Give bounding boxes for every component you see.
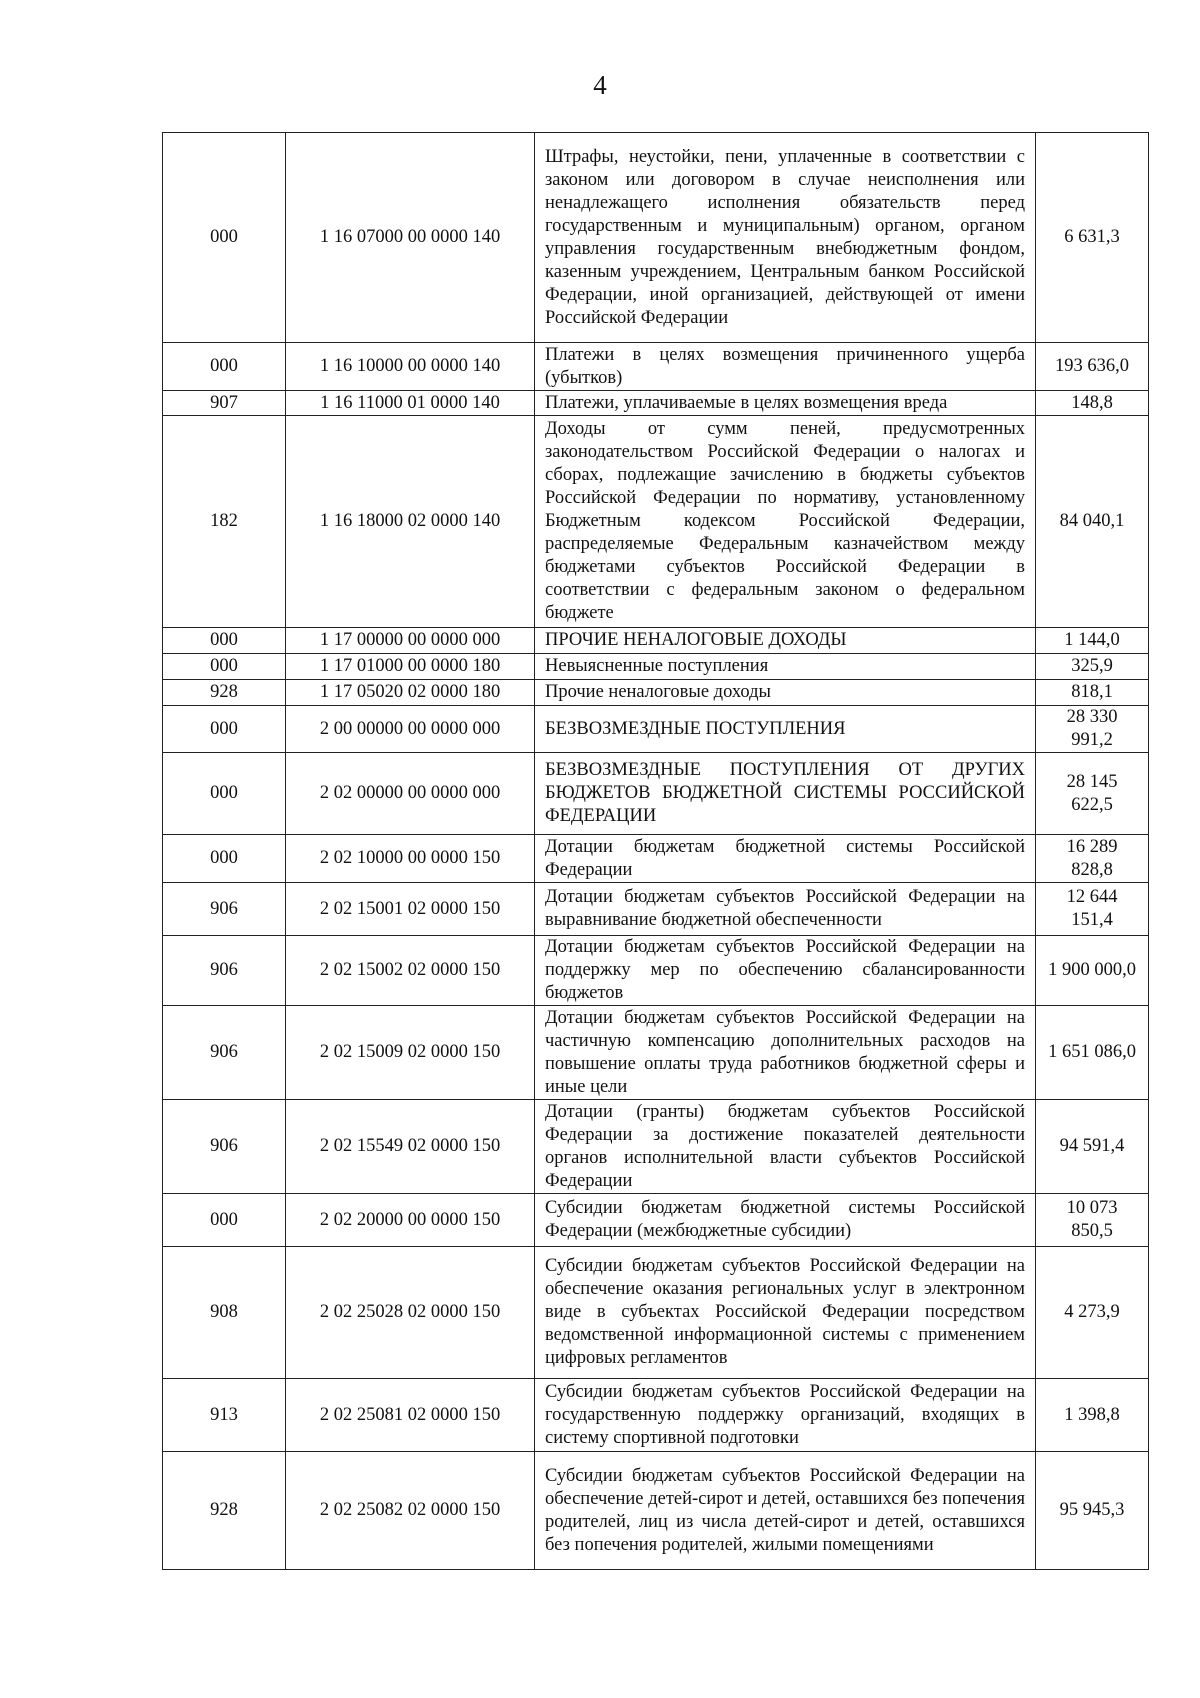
table-row [163, 391, 1149, 416]
revenue-table [162, 132, 1149, 1570]
budget-code-cell: 1 16 11000 01 0000 140 [286, 391, 535, 416]
budget-code-cell: 2 02 20000 00 0000 150 [286, 1194, 535, 1247]
revenue-name-cell: БЕЗВОЗМЕЗДНЫЕ ПОСТУПЛЕНИЯ ОТ ДРУГИХ БЮДЖЕТОВ БЮДЖЕТНОЙ СИСТЕМЫ РОССИЙСКОЙ ФЕДЕРАЦИИ [535, 753, 1036, 835]
budget-code-cell: 2 02 15002 02 0000 150 [286, 936, 535, 1006]
amount-cell: 10 073 850,5 [1036, 1194, 1149, 1247]
table-row [163, 835, 1149, 883]
revenue-name-cell: Субсидии бюджетам субъектов Российской Федерации на обеспечение оказания региональных услуг в электронном виде в субъектах Российской Федерации посредством ведомственной информационной системы с применением цифровых регламентов [535, 1247, 1036, 1379]
table-row [163, 654, 1149, 680]
budget-code-cell: 1 17 05020 02 0000 180 [286, 680, 535, 706]
revenue-name-cell: Дотации бюджетам бюджетной системы Российской Федерации [535, 835, 1036, 883]
revenue-name-cell: Прочие неналоговые доходы [535, 680, 1036, 706]
table-row [163, 628, 1149, 654]
table-row [163, 706, 1149, 753]
amount-cell: 148,8 [1036, 391, 1149, 416]
amount-cell: 1 651 086,0 [1036, 1006, 1149, 1100]
admin-code-cell: 906 [163, 936, 286, 1006]
revenue-name-cell: Субсидии бюджетам субъектов Российской Федерации на государственную поддержку организаций, входящих в систему спортивной подготовки [535, 1379, 1036, 1452]
page-number: 4 [593, 70, 607, 100]
admin-code-cell: 928 [163, 1452, 286, 1570]
budget-code-cell: 1 16 07000 00 0000 140 [286, 133, 535, 343]
table-row [163, 753, 1149, 835]
revenue-name-cell: Субсидии бюджетам субъектов Российской Федерации на обеспечение детей-сирот и детей, оставшихся без попечения родителей, лиц из числа детей-сирот и детей, оставшихся без попечения родителей, жилыми помещениями [535, 1452, 1036, 1570]
admin-code-cell: 906 [163, 1006, 286, 1100]
revenue-name-cell: Дотации бюджетам субъектов Российской Федерации на поддержку мер по обеспечению сбалансированности бюджетов [535, 936, 1036, 1006]
revenue-name-cell: Невыясненные поступления [535, 654, 1036, 680]
admin-code-cell: 000 [163, 133, 286, 343]
admin-code-cell: 000 [163, 753, 286, 835]
admin-code-cell: 000 [163, 654, 286, 680]
revenue-name-cell: Платежи в целях возмещения причиненного ущерба (убытков) [535, 343, 1036, 391]
table-row [163, 1379, 1149, 1452]
budget-code-cell: 2 02 15009 02 0000 150 [286, 1006, 535, 1100]
budget-code-cell: 2 02 25028 02 0000 150 [286, 1247, 535, 1379]
amount-cell: 1 900 000,0 [1036, 936, 1149, 1006]
amount-cell: 818,1 [1036, 680, 1149, 706]
table-row [163, 883, 1149, 936]
amount-cell: 95 945,3 [1036, 1452, 1149, 1570]
revenue-name-cell: Дотации (гранты) бюджетам субъектов Российской Федерации за достижение показателей деятельности органов исполнительной власти субъектов Российской Федерации [535, 1100, 1036, 1194]
amount-cell: 325,9 [1036, 654, 1149, 680]
amount-cell: 84 040,1 [1036, 416, 1149, 628]
budget-code-cell: 2 02 25081 02 0000 150 [286, 1379, 535, 1452]
amount-cell: 28 330 991,2 [1036, 706, 1149, 753]
revenue-name-cell: Доходы от сумм пеней, предусмотренных законодательством Российской Федерации о налогах и сборах, подлежащие зачислению в бюджеты субъектов Российской Федерации по нормативу, установленному Бюджетным кодексом Российской Федерации, распределяемые Федеральным казначейством между бюджетами субъектов Российской Федерации в соответствии с федеральным законом о федеральном бюджете [535, 416, 1036, 628]
amount-cell: 193 636,0 [1036, 343, 1149, 391]
table-row [163, 680, 1149, 706]
revenue-name-cell: ПРОЧИЕ НЕНАЛОГОВЫЕ ДОХОДЫ [535, 628, 1036, 654]
revenue-name-cell: Дотации бюджетам субъектов Российской Федерации на частичную компенсацию дополнительных расходов на повышение оплаты труда работников бюджетной сферы и иные цели [535, 1006, 1036, 1100]
budget-code-cell: 2 00 00000 00 0000 000 [286, 706, 535, 753]
admin-code-cell: 000 [163, 1194, 286, 1247]
table-row [163, 343, 1149, 391]
table-row [163, 133, 1149, 343]
revenue-name-cell: БЕЗВОЗМЕЗДНЫЕ ПОСТУПЛЕНИЯ [535, 706, 1036, 753]
table-row [163, 416, 1149, 628]
budget-code-cell: 2 02 15549 02 0000 150 [286, 1100, 535, 1194]
table-row [163, 936, 1149, 1006]
amount-cell: 12 644 151,4 [1036, 883, 1149, 936]
admin-code-cell: 000 [163, 835, 286, 883]
admin-code-cell: 928 [163, 680, 286, 706]
budget-code-cell: 1 16 10000 00 0000 140 [286, 343, 535, 391]
revenue-name-cell: Штрафы, неустойки, пени, уплаченные в соответствии с законом или договором в случае неисполнения или ненадлежащего исполнения обязательств перед государственным и муниципальным) органом, органом управления государственным внебюджетным фондом, казенным учреждением, Центральным банком Российской Федерации, иной организацией, действующей от имени Российской Федерации [535, 133, 1036, 343]
table-row [163, 1006, 1149, 1100]
table-row [163, 1247, 1149, 1379]
budget-code-cell: 2 02 00000 00 0000 000 [286, 753, 535, 835]
amount-cell: 28 145 622,5 [1036, 753, 1149, 835]
budget-code-cell: 1 16 18000 02 0000 140 [286, 416, 535, 628]
admin-code-cell: 182 [163, 416, 286, 628]
budget-code-cell: 1 17 00000 00 0000 000 [286, 628, 535, 654]
table-row [163, 1452, 1149, 1570]
amount-cell: 1 144,0 [1036, 628, 1149, 654]
amount-cell: 1 398,8 [1036, 1379, 1149, 1452]
admin-code-cell: 000 [163, 343, 286, 391]
table-row [163, 1100, 1149, 1194]
amount-cell: 4 273,9 [1036, 1247, 1149, 1379]
budget-code-cell: 2 02 15001 02 0000 150 [286, 883, 535, 936]
admin-code-cell: 906 [163, 883, 286, 936]
amount-cell: 16 289 828,8 [1036, 835, 1149, 883]
revenue-name-cell: Платежи, уплачиваемые в целях возмещения вреда [535, 391, 1036, 416]
admin-code-cell: 000 [163, 628, 286, 654]
admin-code-cell: 906 [163, 1100, 286, 1194]
budget-code-cell: 2 02 10000 00 0000 150 [286, 835, 535, 883]
amount-cell: 94 591,4 [1036, 1100, 1149, 1194]
admin-code-cell: 908 [163, 1247, 286, 1379]
admin-code-cell: 907 [163, 391, 286, 416]
revenue-name-cell: Субсидии бюджетам бюджетной системы Российской Федерации (межбюджетные субсидии) [535, 1194, 1036, 1247]
admin-code-cell: 000 [163, 706, 286, 753]
admin-code-cell: 913 [163, 1379, 286, 1452]
budget-code-cell: 2 02 25082 02 0000 150 [286, 1452, 535, 1570]
amount-cell: 6 631,3 [1036, 133, 1149, 343]
budget-code-cell: 1 17 01000 00 0000 180 [286, 654, 535, 680]
revenue-name-cell: Дотации бюджетам субъектов Российской Федерации на выравнивание бюджетной обеспеченности [535, 883, 1036, 936]
table-row [163, 1194, 1149, 1247]
